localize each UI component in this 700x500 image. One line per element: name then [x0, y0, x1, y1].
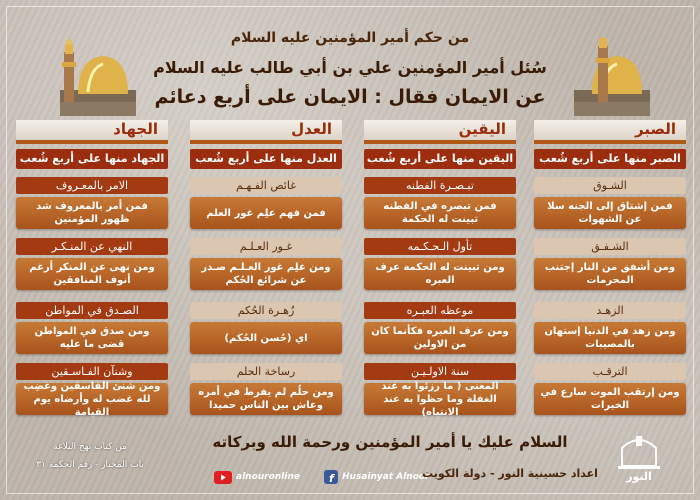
header-line-3: عن الايمان فقال : الايمان على أربع دعائم [154, 86, 546, 108]
branch-text: ومن إرتقب الموت سارع في الخيرات [534, 383, 686, 415]
facebook-handle: Husainyat Alnoor [342, 472, 430, 482]
header-line-1: من حكم أمير المؤمنين عليه السلام [230, 30, 470, 46]
branch-label: الصـدق في المواطن [16, 302, 168, 319]
branch-label: زُهـرة الحُكم [190, 302, 342, 319]
branch-label: تأول الـحـكـمه [364, 238, 516, 255]
svg-text:f: f [329, 472, 334, 484]
branch-text: ومن زهد في الدنيا إستهان بالمصيبات [534, 322, 686, 354]
branch-text: المعنى ( ما رزئوا به عند الغفلة وما حظوا به عند الانتباه) [364, 383, 516, 415]
branch-label: غائص الفـهـم [190, 177, 342, 194]
facebook-icon [324, 470, 338, 484]
branch-label: وشنآن الفـاسـقين [16, 363, 168, 380]
branch-label: سنة الاولـيـن [364, 363, 516, 380]
branch-text: ومن تبينت له الحكمه عرف العبره [364, 258, 516, 290]
branch-label: النهي عن المنـكـر [16, 238, 168, 255]
alnoor-logo [614, 430, 664, 484]
branch-text: فمن تبصره في الفطنه تبينت له الحكمة [364, 197, 516, 229]
branch-text: ومن عرف العبره فكأنما كان من الاولين [364, 322, 516, 354]
branch-text: ومن أشفق من النار إجتنب المحرمات [534, 258, 686, 290]
branch-text: ومن صدق في المواطن قضى ما عليه [16, 322, 168, 354]
branch-text: ومن نهى عن المنكر أرغم أنوف المنافقين [16, 258, 168, 290]
column-title-patience: الصبر [534, 120, 686, 144]
branch-label: رساخة الحلم [190, 363, 342, 380]
youtube-handle: alnouronline [236, 472, 300, 482]
branch-label: غـور العـلـم [190, 238, 342, 255]
header-line-2: سُئل أمير المؤمنين علي بن أبي طالب عليه السلام [153, 58, 547, 77]
column-head-certainty: اليقين منها على أربع شُعب [364, 149, 516, 169]
facebook-link[interactable] [324, 470, 430, 484]
column-head-struggle: الجهاد منها على أربع شُعب [16, 149, 168, 169]
source-book: من كتاب نهج البلاغة [53, 442, 127, 452]
branch-text: فمن فهم علِم غور العلم [190, 197, 342, 229]
column-title-struggle: الجهاد [16, 120, 168, 144]
column-head-patience: الصبر منها على أربع شُعب [534, 149, 686, 169]
branch-label: الامر بالمعـروف [16, 177, 168, 194]
youtube-icon [214, 471, 232, 484]
branch-label: الزهـد [534, 302, 686, 319]
closing-salutation: السلام عليك يا أمير المؤمنين ورحمة الله وبركاته [212, 433, 568, 451]
column-head-justice: العدل منها على أربع شُعب [190, 149, 342, 169]
branch-text: فمن إشتاق إلى الجنه سلا عن الشهوات [534, 197, 686, 229]
youtube-link[interactable] [214, 470, 300, 484]
branch-label: الترقـب [534, 363, 686, 380]
column-title-justice: العدل [190, 120, 342, 144]
shrine-dome-illustration-right [572, 38, 652, 118]
branch-text: اي (حُسن الحُكم) [190, 322, 342, 354]
branch-text: ومن شنئ الفاسقين وغضِب لله غضب له وأرضاه يوم القيامة [16, 383, 168, 415]
branch-text: فمن أمر بالمعروف شد ظهور المؤمنين [16, 197, 168, 229]
credit-line: اعداد حسينية النور - دولة الكويت [422, 467, 598, 480]
branch-label: الشـفـق [534, 238, 686, 255]
branch-label: موعظه العبـره [364, 302, 516, 319]
shrine-dome-illustration-left [58, 38, 138, 118]
source-reference: باب المختار - رقم الحكمة ٣١ [36, 460, 144, 470]
column-title-certainty: اليقين [364, 120, 516, 144]
branch-text: ومن حلُم لم يفرط في أمره وعاش بين الناس حميدا [190, 383, 342, 415]
branch-label: تبـصـرة الفطنه [364, 177, 516, 194]
logo-text: النور [626, 470, 652, 483]
branch-text: ومن علِم غور العـلـم صـدر عن شرائع الحُكم [190, 258, 342, 290]
branch-label: الشـوق [534, 177, 686, 194]
